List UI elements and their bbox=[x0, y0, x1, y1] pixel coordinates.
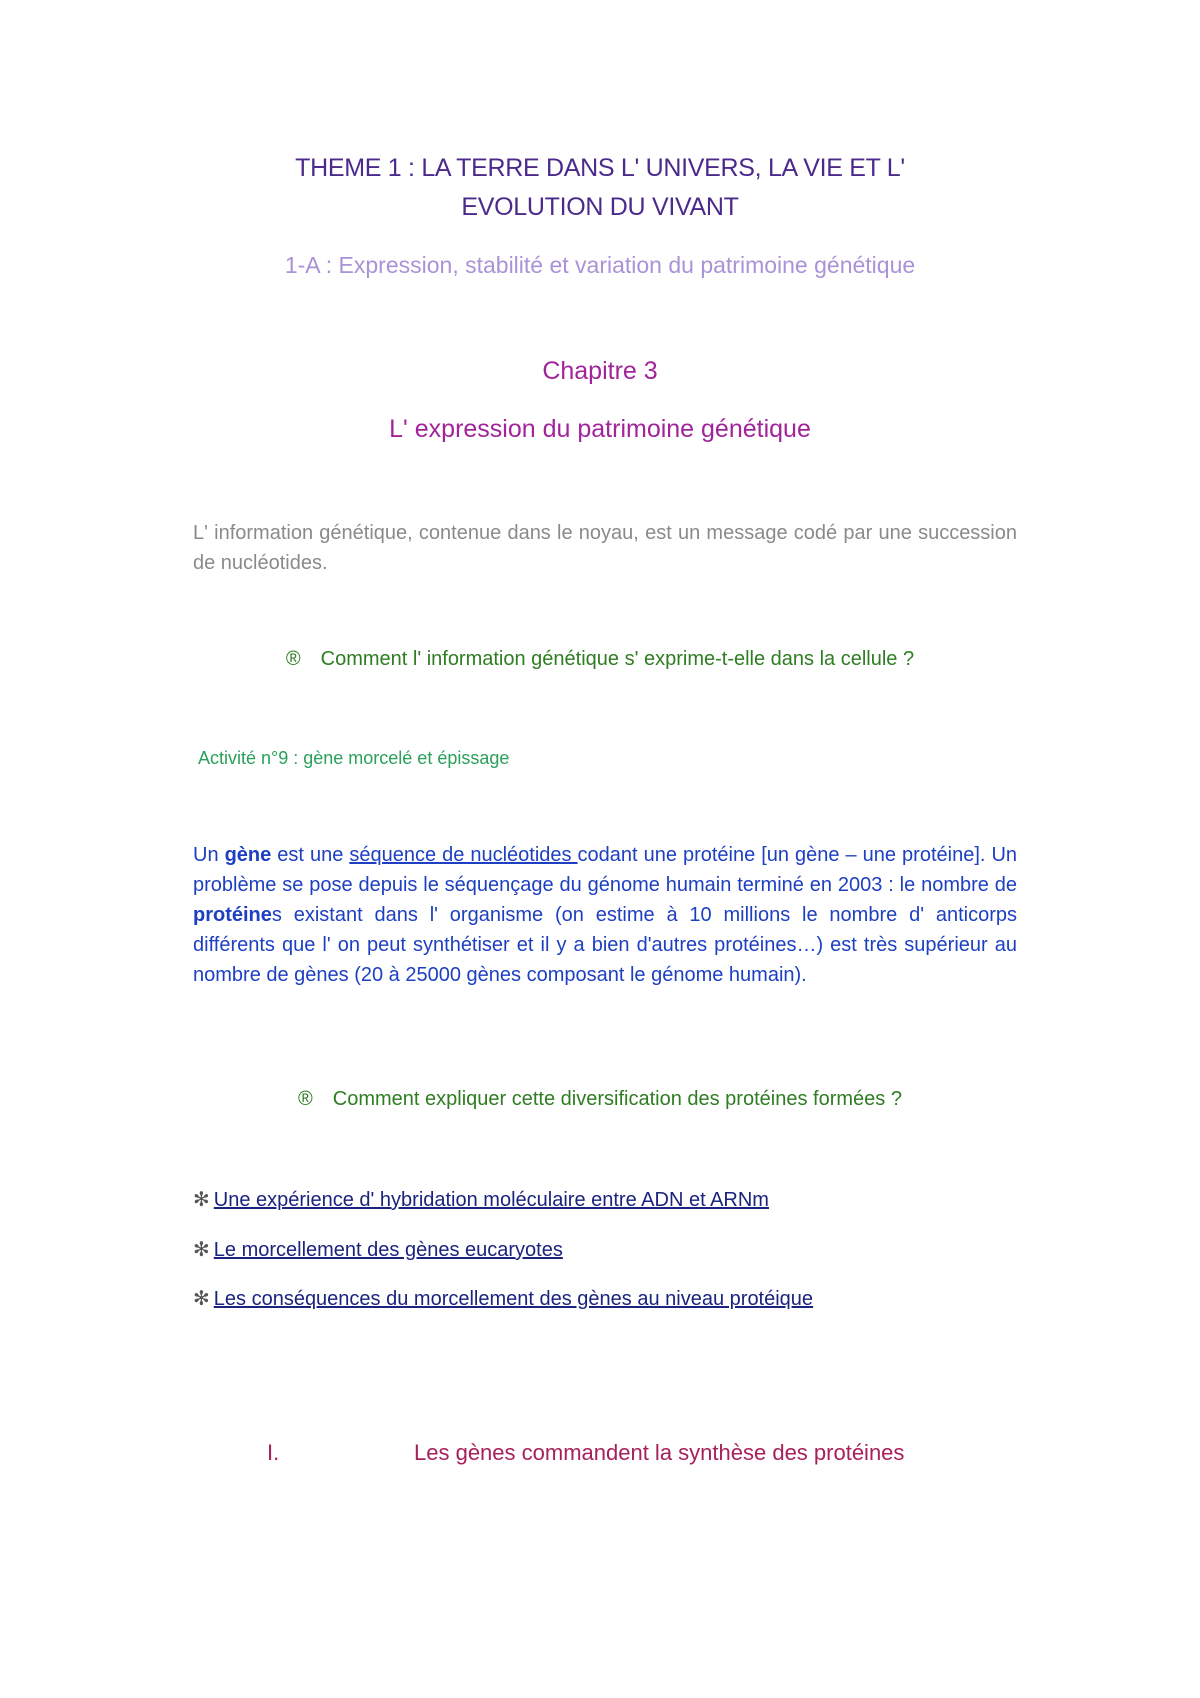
link-item-hybridation bbox=[193, 1187, 769, 1212]
link-item-consequences bbox=[193, 1286, 813, 1311]
gene-keyword: gène bbox=[224, 844, 272, 866]
asterisk-icon: ✻ bbox=[193, 1288, 210, 1310]
question-2-text: Comment expliquer cette diversification des protéines formées ? bbox=[332, 1088, 902, 1110]
subtheme-title: 1-A : Expression, stabilité et variation du patrimoine génétique bbox=[284, 252, 916, 278]
link-item-morcellement bbox=[193, 1237, 563, 1262]
gene-paragraph bbox=[193, 840, 1017, 990]
asterisk-icon: ✻ bbox=[193, 1239, 210, 1261]
section-title: Les gènes commandent la synthèse des protéines bbox=[414, 1440, 905, 1465]
chapter-title: L' expression du patrimoine génétique bbox=[389, 415, 811, 443]
activity-title: Activité n°9 : gène morcelé et épissage bbox=[198, 748, 510, 768]
link-hybridation[interactable]: Une expérience d' hybridation moléculaire entre ADN et ARNm bbox=[213, 1189, 769, 1211]
theme-title-line-1: THEME 1 : LA TERRE DANS L' UNIVERS, LA VIE ET L' bbox=[295, 154, 905, 182]
sequence-link[interactable]: séquence de nucléotides bbox=[349, 844, 578, 866]
question-marker: ® bbox=[298, 1088, 313, 1110]
section-numeral: I. bbox=[267, 1440, 280, 1465]
chapter-number: Chapitre 3 bbox=[542, 357, 658, 385]
paragraph-text: codant une protéine [un gène – une protéine]. Un problème se pose depuis le séquençage du génome humain terminé en 2003 : le nombre de bbox=[193, 844, 1018, 896]
paragraph-text: Un bbox=[193, 844, 225, 866]
question-1-text: Comment l' information génétique s' exprime-t-elle dans la cellule ? bbox=[320, 648, 915, 670]
question-1 bbox=[0, 648, 1200, 671]
theme-title-line-2: EVOLUTION DU VIVANT bbox=[461, 193, 739, 221]
intro-paragraph: L' information génétique, contenue dans le noyau, est un message codé par une succession de nucléotides. bbox=[193, 522, 1017, 574]
question-2 bbox=[0, 1088, 1200, 1111]
link-consequences[interactable]: Les conséquences du morcellement des gènes au niveau protéique bbox=[213, 1288, 814, 1310]
paragraph-text: s existant dans l' organisme (on estime à 10 millions le nombre d' anticorps différents que l' on peut synthétiser et il y a bien d'autres protéines…) est très supérieur au nombre de gènes (20 à 25000 gènes composant le génome humain). bbox=[193, 904, 1017, 986]
paragraph-text: est une bbox=[271, 844, 350, 866]
protein-keyword: protéine bbox=[193, 904, 272, 926]
question-marker: ® bbox=[285, 648, 301, 670]
asterisk-icon: ✻ bbox=[193, 1189, 210, 1211]
link-morcellement[interactable]: Le morcellement des gènes eucaryotes bbox=[213, 1239, 563, 1261]
